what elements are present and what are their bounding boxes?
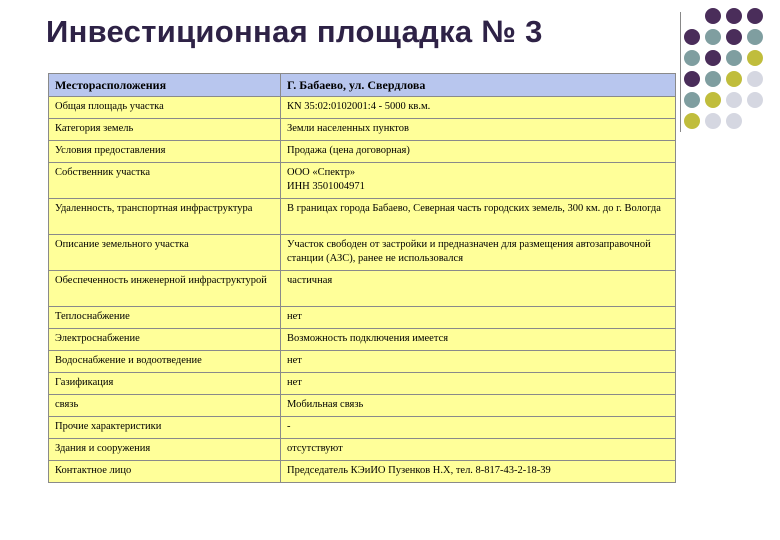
row-label: Газификация: [49, 373, 281, 395]
table-row: [49, 271, 676, 307]
row-label: Собственник участка: [49, 163, 281, 199]
table-row: [49, 199, 676, 235]
row-label: Удаленность, транспортная инфраструктура: [49, 199, 281, 235]
decorative-divider: [680, 12, 681, 132]
decorative-dot: [705, 71, 721, 87]
row-value: КN 35:02:0102001:4 - 5000 кв.м.: [281, 97, 676, 119]
decorative-dot: [747, 71, 763, 87]
row-value: Земли населенных пунктов: [281, 119, 676, 141]
table-row: [49, 461, 676, 483]
table-row: [49, 439, 676, 461]
decorative-dot: [747, 29, 763, 45]
row-value: нет: [281, 373, 676, 395]
row-value: ООО «Спектр» ИНН 3501004971: [281, 163, 676, 199]
decorative-dot: [684, 50, 700, 66]
row-value: нет: [281, 307, 676, 329]
info-table: [48, 73, 676, 483]
decorative-dot: [705, 50, 721, 66]
row-label: Обеспеченность инженерной инфраструктурой: [49, 271, 281, 307]
decorative-dot: [726, 8, 742, 24]
row-label: Электроснабжение: [49, 329, 281, 351]
row-label: Общая площадь участка: [49, 97, 281, 119]
row-label: Водоснабжение и водоотведение: [49, 351, 281, 373]
table-row: [49, 417, 676, 439]
decorative-dot: [726, 50, 742, 66]
row-value: Участок свободен от застройки и предназначен для размещения автозаправочной станции (АЗС), ранее не использовался: [281, 235, 676, 271]
row-value: -: [281, 417, 676, 439]
table-row: [49, 351, 676, 373]
decorative-dot: [726, 113, 742, 129]
decorative-dot: [747, 50, 763, 66]
row-label: Условия предоставления: [49, 141, 281, 163]
table-row: [49, 373, 676, 395]
decorative-dot: [726, 29, 742, 45]
decorative-dot: [684, 71, 700, 87]
header-value: Г. Бабаево, ул. Свердлова: [281, 74, 676, 97]
decorative-dot: [684, 8, 700, 24]
decorative-dot: [705, 8, 721, 24]
table-row: [49, 141, 676, 163]
decorative-dot-grid: [684, 8, 763, 129]
row-value: В границах города Бабаево, Северная часть городских земель, 300 км. до г. Вологда: [281, 199, 676, 235]
decorative-dot: [705, 29, 721, 45]
decorative-dot: [705, 92, 721, 108]
page-title: Инвестиционная площадка № 3: [46, 14, 543, 49]
row-label: Контактное лицо: [49, 461, 281, 483]
decorative-dot: [684, 29, 700, 45]
row-label: Прочие характеристики: [49, 417, 281, 439]
row-label: Категория земель: [49, 119, 281, 141]
row-label: связь: [49, 395, 281, 417]
header-label: Месторасположения: [49, 74, 281, 97]
row-value: Мобильная связь: [281, 395, 676, 417]
row-value: частичная: [281, 271, 676, 307]
decorative-dot: [684, 92, 700, 108]
row-value: Возможность подключения имеется: [281, 329, 676, 351]
row-label: Теплоснабжение: [49, 307, 281, 329]
decorative-dot: [747, 92, 763, 108]
decorative-dot: [705, 113, 721, 129]
table-header-row: [49, 74, 676, 97]
table-row: [49, 307, 676, 329]
table-row: [49, 329, 676, 351]
decorative-dot: [726, 71, 742, 87]
table-row: [49, 163, 676, 199]
decorative-dot: [747, 8, 763, 24]
row-value: нет: [281, 351, 676, 373]
row-value: отсутствуют: [281, 439, 676, 461]
decorative-dot: [747, 113, 763, 129]
row-label: Здания и сооружения: [49, 439, 281, 461]
table-row: [49, 119, 676, 141]
row-value: Продажа (цена договорная): [281, 141, 676, 163]
table-row: [49, 395, 676, 417]
table-row: [49, 97, 676, 119]
decorative-dot: [684, 113, 700, 129]
row-label: Описание земельного участка: [49, 235, 281, 271]
row-value: Председатель КЭиИО Пузенков Н.Х, тел. 8-817-43-2-18-39: [281, 461, 676, 483]
decorative-dot: [726, 92, 742, 108]
table-row: [49, 235, 676, 271]
